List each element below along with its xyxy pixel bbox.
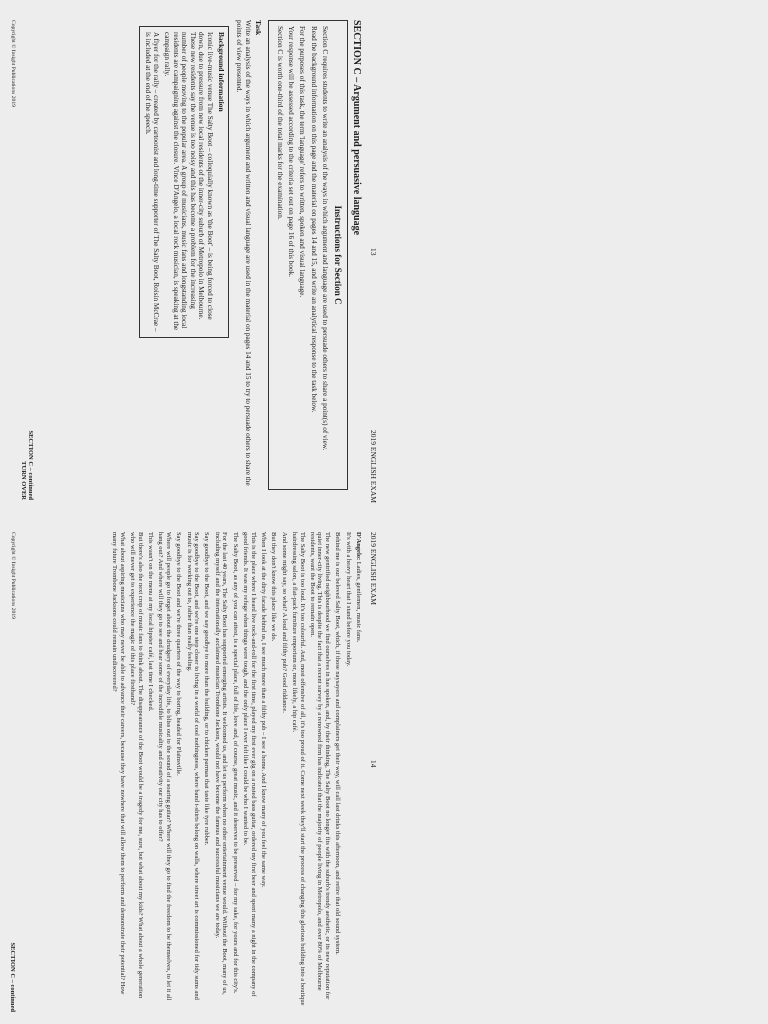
speech-paragraph: Say goodbye to the Boot, and we say goodbye to more than the building, or to chicken parmas that taste like tyre rubber. [203, 532, 211, 846]
instruction-line: Your response will be assessed according to the criteria set out on page 16 of this book. [286, 26, 295, 277]
speech-paragraph: Where will people go to forget about the drudgery of everyday life, to bliss out to the sound of a soaring guitar? Where will they go to find the freedom to be themselves, to let it all hang out? And where will they go to see and hear some of the incredible musicality and creativity our city has to offer? [157, 532, 172, 1001]
instruction-line: Section C requires students to write an analysis of the ways in which argument and language are used to persuade others to share a point(s) of view. [321, 26, 330, 451]
page-number: 14 [369, 760, 378, 768]
continued-note [20, 420, 34, 500]
speech-paragraph: This wasn't on the menu at my local hipster café, last time I checked. [147, 532, 155, 712]
exam-header: 2019 ENGLISH EXAM [369, 430, 378, 503]
speech-paragraph: It's with a heavy heart that I stand before you today. [344, 532, 352, 667]
speech-paragraph: The new gentrified neighbourhood we find ourselves in has spoken, and, by their thinking, The Salty Boot no longer fits with the suburb's trendy aesthetic, or its new reputation for quiet inner-city living. This is despite the fact that a recent survey by a renowned firm has indicated that the majority of people living in Metropolo, and over 80% of Melbourne residents, want the Boot to remain open. [308, 532, 331, 1000]
section-title: SECTION C – Argument and persuasive language [351, 20, 362, 236]
background-paragraph: A flyer for the rally – created by cartoonist and long-time supporter of The Salty Boot, Roisin McCrae – is included at the end of the speech. [143, 32, 161, 332]
speech-paragraph: And some might say, so what? A loud and filthy pub? Good riddance. [280, 532, 288, 713]
instructions-box [268, 20, 347, 490]
section-continued: SECTION C – continued [27, 430, 34, 500]
task-heading: Task [254, 20, 264, 36]
speech-paragraph: Behind me is our beloved Salty Boot, which, if those naysayers and complainers get their way, will call last drinks this afternoon, and retire that old sound system. [334, 532, 342, 955]
speech-paragraph: Say goodbye to the Boot and we're three quarters of the way to boring, headed for Plainsville. [175, 532, 183, 776]
speech-opening: Ladies, gentlemen, music fans. [355, 561, 362, 643]
task-text: Write an analysis of the ways in which argument and written and visual language are used in the material on pages 14 and 15 to try to persuade others to share the points of view presented. [235, 20, 252, 486]
background-paragraph: Iconic live-music venue The Salty Boot – colloquially known as 'the Boot' – is being forced to close down, due to pressure from new local residents of the inner-city suburb of Metropolo in Melbourne. These new residents say the venue is too noisy and this has become a problem for the increasing number of people moving to the popular area. A group of musicians, music fans and longstanding local residents are campaigning against the closure. Vince D'Angelo, a local rock musician, is speaking at the campaign rally. [163, 32, 214, 331]
speech-paragraph: This is the place where I heard live rock-and-roll for the first time, played my first ever gig on a rusted bass guitar, ordered my first beer and spent many a night in the company of good friends. It was my refuge when things were tough, and the only place I ever felt like I could be who I wanted to be. [242, 532, 257, 997]
speaker-name: D'Angelo: [355, 532, 362, 561]
speech-paragraph: When I look at the dirty facade behind us, I see much more than a filthy pub – I see a home. And I know many of you feel the same way. [259, 532, 267, 888]
instruction-line: For the purposes of this task, the term 'language' refers to written, spoken and visual language. [298, 26, 307, 298]
page-number: 13 [369, 248, 378, 256]
speech-paragraph: The Salty Boot, as any of you can attest, is a special place, full of life, love and, of course, great music, and it deserves to be preserved – for my sake, for yours and for this city's. [231, 532, 239, 994]
speech-paragraph: What about aspiring musicians who may never be able to advance their careers, because they have nowhere that will allow them to perform and demonstrate their potential? How many future Trombone Jacksons could remain undiscovered? [111, 532, 126, 995]
exam-header: 2019 ENGLISH EXAM [369, 532, 378, 605]
page-13 [0, 0, 384, 512]
speech-paragraph: Say goodbye to the Boot, and we're one step closer to living in a world of cool nothingness, where band t-shirts belong on walls, where street art is commissioned for tidy sums and music is for working out to, rather than really feeling. [185, 532, 201, 1000]
turn-over: TURN OVER [20, 461, 27, 500]
instruction-line: Section C is worth one-third of the total marks for the examination. [275, 26, 284, 220]
task-block [235, 20, 262, 490]
copyright: Copyright © Insight Publications 2019 [10, 532, 16, 619]
section-c-content [139, 20, 360, 490]
copyright: Copyright © Insight Publications 2019 [10, 20, 16, 107]
instructions-heading: Instructions for Section C [332, 205, 343, 305]
page-13-header [364, 0, 384, 512]
speech-paragraph: For the last 40 years, The Salty Boot has supported emerging artists. It welcomed us, and let us perform when no other entertainment venue would. Without the Boot, many of us, including myself and the internationally acclaimed musician Trombone Jackson, would not have become the famous and successful musicians we are today. [213, 532, 229, 995]
speech-text [108, 532, 362, 1006]
continued-note: SECTION C – continued [9, 942, 16, 1012]
speech-paragraph: But there's also the next crop of music fans to think about. The disappearance of the Boot would be a tragedy for me, sure, but what about my kids? What about a whole generation who will never get to experience the magic of this place firsthand? [129, 532, 144, 999]
speech-paragraph: But they don't know this place like we do. [270, 532, 278, 642]
background-heading: Background information [216, 32, 226, 112]
page-14 [0, 512, 384, 1024]
instruction-line: Read the background information on this page and the material on pages 14 and 15, and write an analytical response to the task below. [309, 26, 318, 413]
speech-paragraph: The Salty Boot is too loud. It's too colourful. And, most offensive of all, it's too proud of it. Come next week they'll start the process of changing this glorious building into a boutique hairdressing salon, a flat-pack furniture emporium or, more likely, a hip café. [291, 532, 306, 1006]
page-14-header [364, 512, 384, 1024]
background-info-box [139, 26, 229, 338]
